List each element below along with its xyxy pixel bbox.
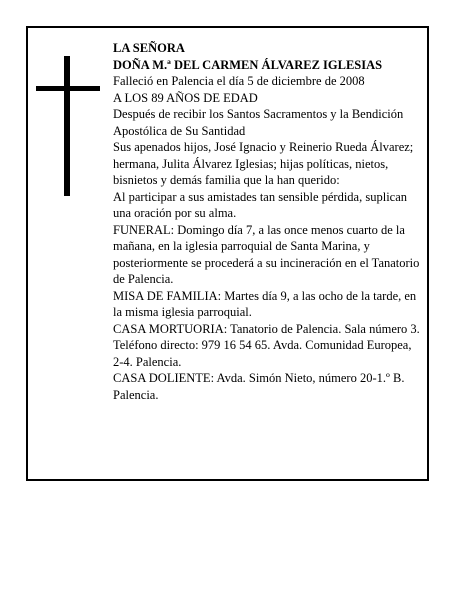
funeral-home-paragraph: CASA MORTUORIA: Tanatorio de Palencia. Sala número 3. Teléfono directo: 979 16 54 65. Avda. Comunidad Europea, 2-4. Palencia. bbox=[113, 321, 420, 369]
age-line: A LOS 89 AÑOS DE EDAD bbox=[113, 90, 258, 105]
latin-cross-icon bbox=[36, 56, 100, 196]
deceased-name: DOÑA M.ª DEL CARMEN ÁLVAREZ IGLESIAS bbox=[113, 57, 383, 72]
deceased-title: LA SEÑORA bbox=[113, 41, 185, 55]
request-paragraph: Al participar a sus amistades tan sensible pérdida, suplican una oración por su alma. bbox=[113, 189, 408, 220]
death-date-line: Falleció en Palencia el día 5 de diciembre de 2008 bbox=[113, 74, 365, 88]
family-mass-paragraph: MISA DE FAMILIA: Martes día 9, a las ocho de la tarde, en la misma iglesia parroquial. bbox=[113, 288, 417, 319]
family-paragraph: Sus apenados hijos, José Ignacio y Reinerio Rueda Álvarez; hermana, Julita Álvarez Iglesias; hijas políticas, nietos, bisnietos y demás familia que la han querido: bbox=[113, 140, 414, 187]
cross-horizontal-bar bbox=[36, 86, 100, 91]
sacraments-paragraph: Después de recibir los Santos Sacramentos y la Bendición Apostólica de Su Santidad bbox=[113, 107, 404, 138]
cross-vertical-bar bbox=[64, 56, 70, 196]
mourning-house-paragraph: CASA DOLIENTE: Avda. Simón Nieto, número 20-1.º B. Palencia. bbox=[113, 371, 405, 402]
funeral-paragraph: FUNERAL: Domingo día 7, a las once menos cuarto de la mañana, en la iglesia parroquial de Santa Marina, y posteriormente se procederá a su incineración en el Tanatorio de Palencia. bbox=[113, 222, 420, 286]
obituary-text bbox=[113, 40, 423, 403]
